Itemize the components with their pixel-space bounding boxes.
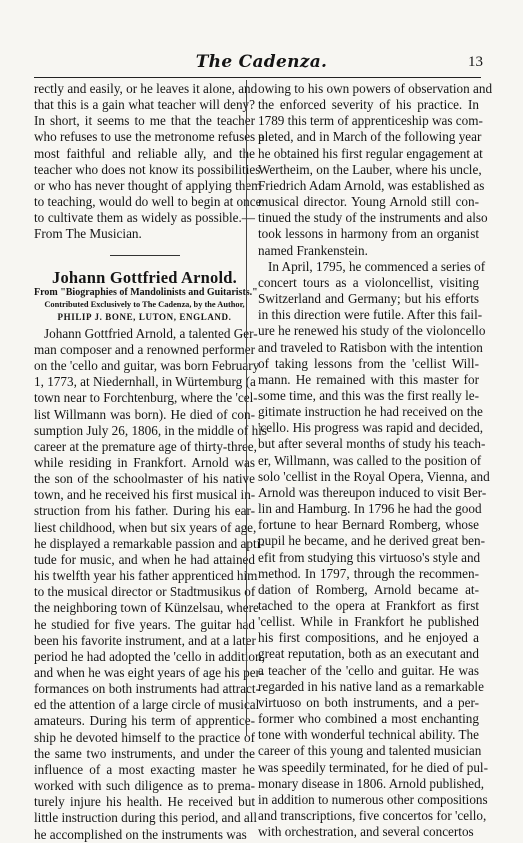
text-line: period he had adopted the 'cello in addition, (34, 648, 265, 664)
page-number: 13 (468, 54, 483, 70)
text-line: little instruction during this period, and all (34, 810, 258, 826)
text-line: ship he devoted himself to the practice of (34, 729, 255, 745)
text-line: with orchestration, and several concertos (258, 824, 474, 840)
text-line: owing to his own powers of observation and (258, 81, 493, 96)
text-line: or who has never thought of applying them (34, 177, 262, 193)
text-line: a teacher of the 'cello and guitar. He was (258, 662, 479, 678)
text-line: Johann Gottfried Arnold, a talented Ger- (44, 325, 258, 341)
text-line: he studied for five years. The guitar had (34, 616, 255, 632)
text-line: on the 'cello and guitar, was born February (34, 358, 260, 374)
text-line: tude for music, and when he had attained (34, 551, 255, 567)
text-line: pupil he became, and he derived great ben- (258, 533, 486, 549)
text-line: was speedily terminated, for he died of pul- (258, 759, 488, 775)
text-line: his first compositions, and he enjoyed a (258, 630, 479, 646)
text-line: while residing in Frankfort. Arnold was (34, 454, 255, 470)
author-address: PHILIP J. BONE, LUTON, ENGLAND. (57, 311, 232, 322)
page-header (0, 52, 523, 76)
text-line: and transcriptions, five concertos for 'cello, (258, 808, 487, 824)
text-line: career of this young and talented musician (258, 743, 482, 759)
text-line: virtuoso on both instruments, and a per- (258, 694, 479, 710)
text-line: sumption July 26, 1806, in the middle of his (34, 422, 267, 438)
text-line: pleted, and in March of the following year (258, 129, 482, 145)
text-line: in this direction were futile. After this fail- (258, 307, 483, 323)
right-column (258, 81, 493, 840)
text-line: Friedrich Adam Arnold, was established as (258, 177, 485, 193)
text-line: 'cello. His progress was rapid and decided, (258, 420, 484, 436)
text-line: worked with such diligence as to prema- (34, 778, 255, 794)
text-line: and traveled to Ratisbon with the intention (258, 339, 483, 355)
text-line: monary disease in 1806. Arnold published, (258, 775, 484, 791)
contribution-line: Contributed Exclusively to The Cadenza, by the Author, (44, 299, 245, 309)
column-divider (246, 80, 247, 736)
text-line: great reputation, both as an executant and (258, 646, 479, 662)
text-line: teacher who does not know its possibilities (34, 161, 261, 177)
text-line: the enforced severity of his practice. In (258, 97, 479, 113)
text-line: musical director. Young Arnold still con- (258, 194, 479, 210)
text-line: solo 'cellist in the Royal Opera, Vienna, and (258, 468, 490, 484)
text-line: in addition to numerous other compositions (258, 791, 488, 807)
article-body (34, 325, 267, 843)
text-line: gitimate instruction he had received on the (258, 404, 483, 420)
text-line: he obtained his first regular engagement at (258, 145, 483, 161)
text-line: the son of the schoolmaster of his native (34, 471, 255, 487)
text-line: the same two instruments, and under the (34, 745, 255, 761)
text-line: of taking lessons from the 'cellist Will- (258, 355, 479, 371)
text-line: er, Willmann, was called to the position of (258, 452, 482, 468)
text-line: ure he renewed his study of the violoncello (258, 323, 486, 339)
text-line: In April, 1795, he commenced a series of (268, 258, 486, 274)
source-line: From "Biographies of Mandolinists and Guitarists." (34, 286, 258, 298)
text-line: that this is a gain what teacher will deny? (34, 97, 255, 113)
text-line: his twelfth year his father apprenticed him (34, 568, 258, 584)
article-title: Johann Gottfried Arnold. (52, 267, 237, 287)
text-line: town near to Forchtenburg, where the 'cel- (34, 390, 258, 406)
text-line: but after several months of study his teach- (258, 436, 486, 452)
masthead-title: The Cadenza. (195, 52, 328, 72)
text-line: concert tours as a violoncellist, visiting (258, 274, 479, 290)
text-line: 'cellist. While in Frankfort he published (258, 614, 479, 630)
text-line: took lessons in harmony from an organist (258, 226, 479, 242)
text-line: fortune to hear Bernard Romberg, whose (258, 517, 479, 533)
text-line: tone with wonderful technical ability. The (258, 727, 479, 743)
text-line: From The Musician. (34, 226, 142, 242)
text-line: who refuses to use the metronome refuses a (34, 129, 265, 145)
header-rule (34, 77, 481, 78)
text-line: regarded in his native land as a remarkable (258, 678, 484, 694)
text-line: he accomplished on the instruments was (34, 826, 247, 842)
text-line: lin and Hamburg. In 1796 he had the good (258, 501, 482, 517)
text-line: been his favorite instrument, and at a later (34, 632, 256, 648)
text-line: dation of Romberg, Arnold became at- (258, 581, 479, 597)
text-line: 1, 1773, at Niedernhall, in Würtemburg (a (34, 374, 256, 390)
intro-paragraph (34, 81, 265, 243)
text-line: man composer and a renowned performer (34, 341, 255, 357)
text-line: the neighboring town of Künzelsau, where (34, 600, 259, 616)
text-line: struction from his father. During his ear- (34, 503, 255, 519)
text-line: to the musical director or Stadtmusikus of (34, 584, 256, 600)
text-line: tinued the study of the instruments and also (258, 210, 488, 226)
text-line: liest childhood, when but six years of age, (34, 519, 257, 535)
text-line: influence of a most exacting master he (34, 761, 255, 777)
right-paragraph-2 (258, 258, 490, 841)
text-line: career at the premature age of thirty-three, (34, 438, 257, 454)
text-line: method. In 1797, through the recommen- (258, 565, 479, 581)
text-line: formances on both instruments had attract- (34, 681, 260, 697)
text-line: town, and he received his first musical in- (34, 487, 256, 503)
text-line: tached to the opera at Frankfort as first (258, 598, 479, 613)
right-paragraph-1 (258, 81, 493, 259)
text-line: former who combined a most enchanting (258, 711, 479, 727)
text-line: to cultivate them as widely as possible.— (34, 210, 255, 226)
text-line: named Frankenstein. (258, 242, 368, 258)
text-line: most faithful and reliable ally, and the (34, 145, 255, 161)
text-line: 1789 this term of apprenticeship was com- (258, 113, 483, 129)
text-line: list Willmann was born). He died of con- (34, 406, 255, 422)
text-line: some time, and this was the first really le- (258, 387, 479, 403)
text-line: and when he was eight years of age his per- (34, 665, 265, 680)
section-separator (110, 255, 180, 256)
text-line: mann. He remained with this master for (258, 371, 479, 387)
text-line: turely injure his health. He received but (34, 794, 255, 810)
text-line: amateurs. During his term of apprentice- (34, 713, 255, 729)
text-line: he displayed a remarkable passion and apti- (34, 535, 265, 551)
text-line: rectly and easily, or he leaves it alone, and (34, 81, 258, 96)
text-line: efit from studying this virtuoso's style and (258, 549, 481, 565)
text-line: Arnold was thereupon induced to visit Ber- (258, 484, 487, 500)
text-line: In short, it seems to me that the teacher (34, 113, 255, 129)
text-line: Wertheim, on the Lauber, where his uncle, (258, 161, 482, 177)
text-line: Switzerland and Germany; but his efforts (258, 291, 479, 307)
text-line: to teaching, would do well to begin at once (34, 194, 262, 210)
left-column (34, 81, 267, 843)
text-line: ed the attention of a large circle of musical (34, 697, 260, 713)
